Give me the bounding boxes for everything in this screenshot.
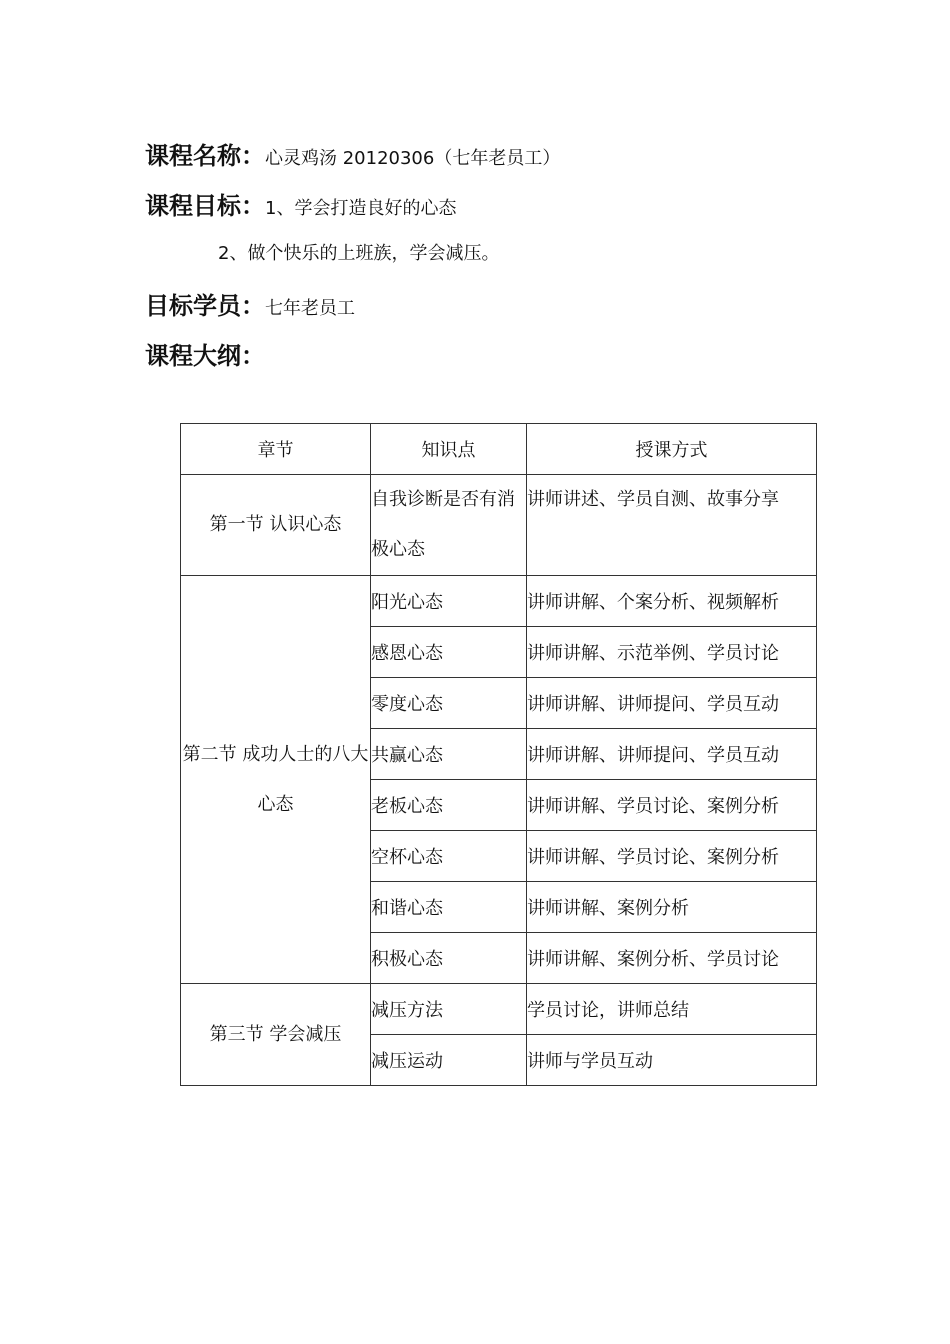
target-trainee-value: 七年老员工 (265, 298, 355, 319)
knowledge-point-cell: 感恩心态 (371, 627, 527, 678)
course-name-value: 心灵鸡汤 20120306（七年老员工） (265, 148, 561, 169)
knowledge-point-cell: 减压运动 (371, 1035, 527, 1086)
course-outline-line (145, 336, 265, 371)
header-chapter: 章节 (181, 424, 371, 475)
course-outline-label: 课程大纲： (145, 342, 265, 370)
course-name-label: 课程名称： (145, 142, 265, 170)
chapter-cell: 第一节 认识心态 (181, 475, 371, 576)
knowledge-point-cell: 老板心态 (371, 780, 527, 831)
chapter-cell: 第二节 成功人士的八大心态 (181, 576, 371, 984)
course-goal-2: 2、做个快乐的上班族，学会减压。 (218, 243, 500, 264)
knowledge-point-cell: 空杯心态 (371, 831, 527, 882)
course-name-line (145, 136, 560, 171)
teaching-method-cell: 讲师讲解、学员讨论、案例分析 (527, 831, 817, 882)
teaching-method-cell: 讲师讲解、个案分析、视频解析 (527, 576, 817, 627)
course-goal-label: 课程目标： (145, 192, 265, 220)
teaching-method-cell: 讲师讲解、示范举例、学员讨论 (527, 627, 817, 678)
teaching-method-cell: 学员讨论，讲师总结 (527, 984, 817, 1035)
chapter-cell: 第三节 学会减压 (181, 984, 371, 1086)
teaching-method-cell: 讲师讲解、讲师提问、学员互动 (527, 678, 817, 729)
table-row (181, 576, 817, 627)
header-teaching-method: 授课方式 (527, 424, 817, 475)
knowledge-point-cell: 零度心态 (371, 678, 527, 729)
teaching-method-cell: 讲师讲解、学员讨论、案例分析 (527, 780, 817, 831)
teaching-method-cell: 讲师与学员互动 (527, 1035, 817, 1086)
knowledge-point-cell: 共赢心态 (371, 729, 527, 780)
course-goal-1: 1、学会打造良好的心态 (265, 198, 457, 219)
table-row (181, 475, 817, 576)
teaching-method-cell: 讲师讲解、案例分析 (527, 882, 817, 933)
course-goal-line (145, 186, 456, 221)
teaching-method-cell: 讲师讲解、讲师提问、学员互动 (527, 729, 817, 780)
header-knowledge-point: 知识点 (371, 424, 527, 475)
knowledge-point-cell: 和谐心态 (371, 882, 527, 933)
target-trainee-line (145, 286, 355, 321)
course-outline-table (180, 423, 817, 1086)
knowledge-point-cell: 自我诊断是否有消极心态 (371, 475, 527, 576)
table-header-row (181, 424, 817, 475)
knowledge-point-cell: 减压方法 (371, 984, 527, 1035)
teaching-method-cell: 讲师讲解、案例分析、学员讨论 (527, 933, 817, 984)
knowledge-point-cell: 阳光心态 (371, 576, 527, 627)
teaching-method-cell: 讲师讲述、学员自测、故事分享 (527, 475, 817, 576)
knowledge-point-cell: 积极心态 (371, 933, 527, 984)
target-trainee-label: 目标学员： (145, 292, 265, 320)
table-row (181, 984, 817, 1035)
